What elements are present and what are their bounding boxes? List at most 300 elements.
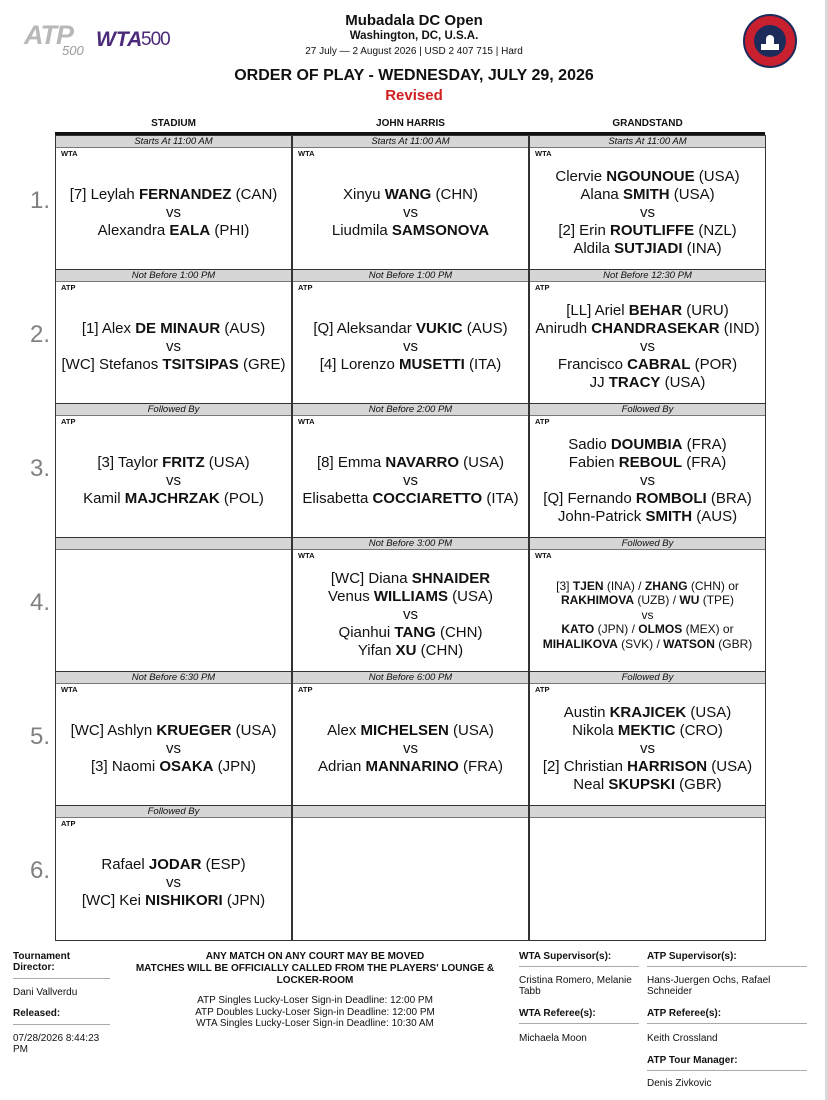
- match-players: [530, 156, 765, 270]
- vs-label: vs: [641, 607, 654, 622]
- match-cell-grandstand: [529, 671, 766, 807]
- vs-label: vs: [403, 740, 418, 757]
- player-line: [328, 588, 493, 606]
- player-line: [555, 168, 739, 186]
- match-cell-grandstand: [529, 537, 766, 673]
- player-detail: Yifan: [357, 642, 396, 659]
- player-line: [558, 508, 737, 526]
- player-surname: DOUMBIA: [610, 436, 683, 453]
- player-detail: (ESP): [201, 856, 246, 873]
- player-surname: DE MINAUR: [135, 320, 221, 337]
- player-detail: (AUS): [220, 320, 266, 337]
- player-surname: NAVARRO: [385, 454, 459, 471]
- player-line: [556, 579, 739, 594]
- player-surname: MEKTIC: [617, 722, 676, 739]
- player-line: [331, 570, 490, 588]
- player-detail: (URU): [682, 302, 729, 319]
- player-line: [97, 454, 249, 472]
- player-detail: Alexandra: [97, 222, 170, 239]
- player-detail: Clervie: [555, 168, 607, 185]
- match-time-header: Followed By: [56, 806, 291, 818]
- tour-label: WTA: [298, 417, 315, 426]
- player-line: [580, 186, 714, 204]
- match-players: [56, 692, 291, 806]
- player-detail: [4] Lorenzo: [319, 356, 399, 373]
- vs-label: vs: [403, 204, 418, 221]
- player-line: [561, 622, 733, 637]
- player-line: [590, 374, 706, 392]
- vs-label: vs: [403, 606, 418, 623]
- match-cell-stadium: [55, 403, 292, 539]
- released-timestamp: 07/28/2026 8:44:23 PM: [13, 1033, 100, 1055]
- match-time-header: Not Before 12:30 PM: [530, 270, 765, 282]
- deadline-2: ATP Doubles Lucky-Loser Sign-in Deadline: 12:00 PM: [195, 1006, 435, 1018]
- match-cell-john-harris: [292, 403, 529, 539]
- match-time-header: Not Before 3:00 PM: [293, 538, 528, 550]
- player-line: [82, 892, 265, 910]
- player-surname: JODAR: [148, 856, 202, 873]
- match-row-number: 1.: [30, 187, 51, 214]
- match-row-number: 2.: [30, 321, 51, 348]
- player-line: [101, 856, 245, 874]
- player-line: [91, 758, 256, 776]
- match-time-header: Not Before 6:00 PM: [293, 672, 528, 684]
- vs-label: vs: [640, 204, 655, 221]
- match-cell-john-harris: [292, 805, 529, 941]
- player-line: [98, 222, 250, 240]
- player-detail: [3] Taylor: [97, 454, 163, 471]
- player-surname: ROMBOLI: [635, 490, 707, 507]
- vs-label: vs: [166, 204, 181, 221]
- player-detail: (JPN): [222, 892, 266, 909]
- player-detail: [3]: [556, 578, 573, 593]
- player-surname: TANG: [394, 624, 436, 641]
- atp-tour-manager: Denis Zivkovic: [647, 1078, 712, 1089]
- player-surname: SMITH: [622, 186, 670, 203]
- player-detail: Kamil: [83, 490, 125, 507]
- match-players: [530, 692, 765, 806]
- player-surname: XU: [395, 642, 417, 659]
- player-line: [558, 222, 736, 240]
- deadline-3: WTA Singles Lucky-Loser Sign-in Deadline: 10:30 AM: [196, 1018, 434, 1029]
- player-detail: Aldila: [573, 240, 615, 257]
- tour-label: ATP: [535, 283, 550, 292]
- player-detail: (NZL): [694, 222, 737, 239]
- player-detail: (PHI): [210, 222, 250, 239]
- court-header-john-harris: JOHN HARRIS: [376, 118, 445, 129]
- player-detail: [7] Leylah: [69, 186, 139, 203]
- tour-label: WTA: [535, 551, 552, 560]
- player-line: [543, 490, 751, 508]
- player-surname: CABRAL: [627, 356, 691, 373]
- match-time-header: Starts At 11:00 AM: [293, 136, 528, 148]
- court-header-stadium: STADIUM: [151, 118, 196, 129]
- court-header-grandstand: GRANDSTAND: [612, 118, 683, 129]
- vs-label: vs: [640, 472, 655, 489]
- player-line: [320, 356, 501, 374]
- player-line: [318, 758, 503, 776]
- match-time-header: Followed By: [56, 404, 291, 416]
- player-detail: (BRA): [706, 490, 752, 507]
- released-label: Released:: [13, 1008, 61, 1019]
- player-detail: (GBR): [675, 776, 722, 793]
- player-line: [62, 356, 286, 374]
- deadlines: [115, 995, 515, 1030]
- match-cell-stadium: [55, 805, 292, 941]
- director-label: Tournament Director:: [13, 951, 71, 973]
- match-time-header: Starts At 11:00 AM: [530, 136, 765, 148]
- vs-label: vs: [166, 874, 181, 891]
- player-surname: ROUTLIFFE: [610, 222, 695, 239]
- player-surname: NGOUNOUE: [606, 168, 695, 185]
- match-players: [56, 826, 291, 940]
- match-time-header: [56, 538, 291, 550]
- director-name: Dani Vallverdu: [13, 987, 78, 998]
- wta-referee: Michaela Moon: [519, 1033, 587, 1044]
- player-detail: (CHN): [431, 186, 479, 203]
- player-surname: OSAKA: [159, 758, 214, 775]
- player-detail: (FRA): [458, 758, 504, 775]
- player-detail: (USA): [669, 186, 715, 203]
- player-surname: REBOUL: [618, 454, 683, 471]
- player-line: [71, 722, 277, 740]
- player-detail: (AUS): [692, 508, 738, 525]
- vs-label: vs: [403, 472, 418, 489]
- player-detail: Rafael: [101, 856, 149, 873]
- match-players: [530, 290, 765, 404]
- player-detail: (INA): [682, 240, 722, 257]
- player-detail: Sadio: [568, 436, 611, 453]
- player-surname: ZHANG: [644, 578, 688, 593]
- player-surname: NISHIKORI: [145, 892, 223, 909]
- player-line: [339, 624, 483, 642]
- player-detail: [3] Naomi: [90, 758, 160, 775]
- player-detail: (POR): [690, 356, 738, 373]
- player-detail: (USA): [458, 454, 504, 471]
- tour-label: WTA: [298, 551, 315, 560]
- player-detail: (USA): [231, 722, 277, 739]
- player-surname: TSITSIPAS: [162, 356, 239, 373]
- player-surname: MUSETTI: [398, 356, 465, 373]
- match-players: [530, 826, 765, 940]
- player-surname: KATO: [561, 622, 595, 637]
- player-detail: (CHN): [416, 642, 464, 659]
- tour-label: ATP: [535, 417, 550, 426]
- tournament-location: Washington, DC, U.S.A.: [349, 30, 479, 42]
- divider: [519, 1023, 639, 1024]
- player-surname: SUTJIADI: [614, 240, 683, 257]
- atp-referee-label: ATP Referee(s):: [647, 1008, 722, 1019]
- player-surname: MANNARINO: [365, 758, 459, 775]
- player-detail: (POL): [219, 490, 264, 507]
- match-players: [530, 558, 765, 672]
- player-detail: [WC] Kei: [81, 892, 146, 909]
- wta-referee-label: WTA Referee(s):: [519, 1008, 596, 1019]
- player-detail: [8] Emma: [317, 454, 386, 471]
- player-detail: (ITA): [464, 356, 502, 373]
- player-line: [313, 320, 507, 338]
- divider: [13, 1024, 110, 1025]
- atp-referee: Keith Crossland: [647, 1033, 718, 1044]
- player-line: [561, 593, 734, 608]
- player-surname: TRACY: [608, 374, 661, 391]
- player-detail: Anirudh: [535, 320, 592, 337]
- player-surname: CHANDRASEKAR: [591, 320, 720, 337]
- player-surname: FERNANDEZ: [138, 186, 232, 203]
- match-time-header: [530, 806, 765, 818]
- match-time-header: Followed By: [530, 404, 765, 416]
- vs-label: vs: [640, 740, 655, 757]
- player-line: [535, 320, 759, 338]
- player-detail: Elisabetta: [302, 490, 373, 507]
- match-time-header: Starts At 11:00 AM: [56, 136, 291, 148]
- match-time-header: Not Before 1:00 PM: [56, 270, 291, 282]
- match-players: [293, 692, 528, 806]
- match-row-number: 4.: [30, 589, 51, 616]
- page-title: ORDER OF PLAY - WEDNESDAY, JULY 29, 2026: [234, 67, 594, 84]
- match-cell-stadium: [55, 269, 292, 405]
- vs-label: vs: [166, 472, 181, 489]
- player-line: [317, 454, 504, 472]
- player-detail: Venus: [327, 588, 374, 605]
- match-cell-john-harris: [292, 537, 529, 673]
- tour-label: WTA: [61, 149, 78, 158]
- atp-tour-manager-label: ATP Tour Manager:: [647, 1055, 738, 1066]
- deadline-1: ATP Singles Lucky-Loser Sign-in Deadline: 12:00 PM: [197, 995, 433, 1006]
- player-detail: (IND): [719, 320, 760, 337]
- tour-label: ATP: [61, 819, 76, 828]
- player-detail: (CHN): [435, 624, 483, 641]
- match-players: [56, 156, 291, 270]
- player-detail: Qianhui: [338, 624, 395, 641]
- player-surname: WU: [679, 593, 700, 608]
- player-surname: VUKIC: [415, 320, 463, 337]
- player-detail: [WC] Ashlyn: [70, 722, 157, 739]
- player-detail: [Q] Fernando: [543, 490, 636, 507]
- match-cell-stadium: [55, 537, 292, 673]
- player-detail: (USA): [660, 374, 706, 391]
- tour-label: WTA: [298, 149, 315, 158]
- match-players: [293, 558, 528, 672]
- match-cell-grandstand: [529, 805, 766, 941]
- player-surname: WANG: [384, 186, 432, 203]
- atp-supervisor: Hans-Juergen Ochs, Rafael Schneider: [647, 975, 771, 997]
- divider: [13, 978, 110, 979]
- match-row-number: 3.: [30, 455, 51, 482]
- player-detail: (UZB) /: [634, 593, 680, 608]
- player-surname: MICHELSEN: [360, 722, 449, 739]
- player-detail: (CHN) or: [687, 578, 739, 593]
- player-surname: WILLIAMS: [373, 588, 449, 605]
- player-detail: Xinyu: [342, 186, 385, 203]
- player-line: [558, 356, 737, 374]
- player-line: [83, 490, 264, 508]
- player-line: [573, 776, 721, 794]
- match-time-header: Followed By: [530, 672, 765, 684]
- player-detail: Francisco: [557, 356, 628, 373]
- player-surname: SHNAIDER: [411, 570, 491, 587]
- vs-label: vs: [640, 338, 655, 355]
- player-detail: (FRA): [682, 436, 727, 453]
- wta-500-text: 500: [141, 29, 170, 50]
- player-surname: KRUEGER: [156, 722, 232, 739]
- player-surname: SKUPSKI: [608, 776, 676, 793]
- divider: [647, 1070, 807, 1071]
- player-line: [566, 302, 729, 320]
- player-surname: WATSON: [663, 636, 715, 651]
- player-detail: (JPN) /: [594, 622, 639, 637]
- player-detail: (CAN): [231, 186, 278, 203]
- player-detail: (USA): [686, 704, 732, 721]
- player-detail: (GBR): [714, 636, 753, 651]
- player-detail: (INA) /: [603, 578, 645, 593]
- player-detail: (MEX) or: [682, 622, 734, 637]
- player-line: [569, 454, 727, 472]
- player-detail: (SVK) /: [617, 636, 664, 651]
- player-line: [568, 436, 726, 454]
- match-cell-stadium: [55, 671, 292, 807]
- player-detail: (USA): [707, 758, 753, 775]
- notice-line-1: ANY MATCH ON ANY COURT MAY BE MOVED: [205, 951, 425, 962]
- match-cell-grandstand: [529, 269, 766, 405]
- player-detail: (USA): [694, 168, 740, 185]
- vs-label: vs: [166, 740, 181, 757]
- match-players: [56, 558, 291, 672]
- player-detail: (GRE): [238, 356, 286, 373]
- player-line: [332, 222, 489, 240]
- player-line: [358, 642, 463, 660]
- match-players: [56, 424, 291, 538]
- player-detail: John-Patrick: [557, 508, 646, 525]
- player-surname: MAJCHRZAK: [124, 490, 220, 507]
- player-detail: [WC] Diana: [330, 570, 412, 587]
- match-time-header: Followed By: [530, 538, 765, 550]
- match-time-header: Not Before 2:00 PM: [293, 404, 528, 416]
- player-detail: (USA): [204, 454, 250, 471]
- player-surname: EALA: [169, 222, 211, 239]
- order-of-play-grid: [55, 132, 765, 942]
- player-surname: TJEN: [572, 578, 604, 593]
- match-players: [56, 290, 291, 404]
- player-detail: Austin: [563, 704, 610, 721]
- match-players: [293, 290, 528, 404]
- player-surname: KRAJICEK: [609, 704, 687, 721]
- player-line: [343, 186, 478, 204]
- court-notice: [115, 951, 515, 987]
- divider: [519, 966, 639, 967]
- player-detail: (USA): [448, 722, 494, 739]
- player-detail: (TPE): [699, 593, 735, 608]
- player-detail: [Q] Aleksandar: [313, 320, 416, 337]
- player-detail: (USA): [448, 588, 494, 605]
- player-detail: (AUS): [462, 320, 508, 337]
- player-line: [564, 704, 732, 722]
- vs-label: vs: [166, 338, 181, 355]
- player-detail: Adrian: [317, 758, 366, 775]
- player-detail: [LL] Ariel: [566, 302, 629, 319]
- player-detail: (ITA): [482, 490, 519, 507]
- player-detail: (CRO): [675, 722, 723, 739]
- tour-label: ATP: [61, 283, 76, 292]
- tour-label: ATP: [298, 283, 313, 292]
- match-cell-grandstand: [529, 403, 766, 539]
- player-line: [82, 320, 265, 338]
- player-line: [573, 240, 721, 258]
- tour-label: ATP: [298, 685, 313, 694]
- player-detail: [1] Alex: [81, 320, 136, 337]
- player-detail: Neal: [573, 776, 609, 793]
- tour-label: ATP: [535, 685, 550, 694]
- wta-supervisor: Cristina Romero, Melanie Tabb: [519, 975, 632, 997]
- player-line: [70, 186, 278, 204]
- match-time-header: [293, 806, 528, 818]
- match-cell-grandstand: [529, 135, 766, 271]
- player-detail: Alana: [580, 186, 623, 203]
- match-time-header: Not Before 6:30 PM: [56, 672, 291, 684]
- tour-label: WTA: [61, 685, 78, 694]
- player-line: [302, 490, 518, 508]
- atp-500-text: 500: [62, 43, 84, 58]
- atp-supervisor-label: ATP Supervisor(s):: [647, 951, 737, 962]
- atp-logo-text: ATP: [24, 20, 73, 50]
- vs-label: vs: [403, 338, 418, 355]
- match-cell-john-harris: [292, 269, 529, 405]
- player-surname: MIHALIKOVA: [542, 636, 618, 651]
- player-detail: Nikola: [572, 722, 618, 739]
- player-line: [327, 722, 494, 740]
- revised-label: Revised: [385, 87, 443, 104]
- player-detail: [2] Christian: [542, 758, 628, 775]
- match-cell-john-harris: [292, 135, 529, 271]
- match-players: [293, 826, 528, 940]
- match-players: [530, 424, 765, 538]
- tour-label: ATP: [61, 417, 76, 426]
- wta-logo-text: WTA: [96, 28, 143, 51]
- player-detail: Fabien: [568, 454, 619, 471]
- tournament-name: Mubadala DC Open: [345, 12, 483, 29]
- match-row-number: 6.: [30, 857, 51, 884]
- match-cell-stadium: [55, 135, 292, 271]
- match-time-header: Not Before 1:00 PM: [293, 270, 528, 282]
- player-detail: (JPN): [213, 758, 257, 775]
- player-surname: SAMSONOVA: [391, 222, 490, 239]
- player-surname: FRITZ: [162, 454, 205, 471]
- match-players: [293, 156, 528, 270]
- tour-label: WTA: [535, 149, 552, 158]
- player-detail: [2] Erin: [558, 222, 611, 239]
- player-surname: OLMOS: [638, 622, 683, 637]
- match-players: [293, 424, 528, 538]
- player-line: [572, 722, 723, 740]
- player-surname: RAKHIMOVA: [560, 593, 635, 608]
- player-line: [543, 637, 753, 652]
- player-surname: COCCIARETTO: [372, 490, 483, 507]
- player-surname: HARRISON: [627, 758, 708, 775]
- player-surname: BEHAR: [628, 302, 683, 319]
- player-detail: Liudmila: [331, 222, 392, 239]
- player-detail: Alex: [327, 722, 361, 739]
- player-detail: (FRA): [682, 454, 727, 471]
- divider: [647, 966, 807, 967]
- tournament-details: 27 July — 2 August 2026 | USD 2 407 715 | Hard: [305, 46, 523, 57]
- player-surname: SMITH: [645, 508, 693, 525]
- player-detail: [WC] Stefanos: [61, 356, 163, 373]
- divider: [647, 1023, 807, 1024]
- match-row-number: 5.: [30, 723, 51, 750]
- wta-supervisor-label: WTA Supervisor(s):: [519, 951, 612, 962]
- player-line: [543, 758, 752, 776]
- match-cell-john-harris: [292, 671, 529, 807]
